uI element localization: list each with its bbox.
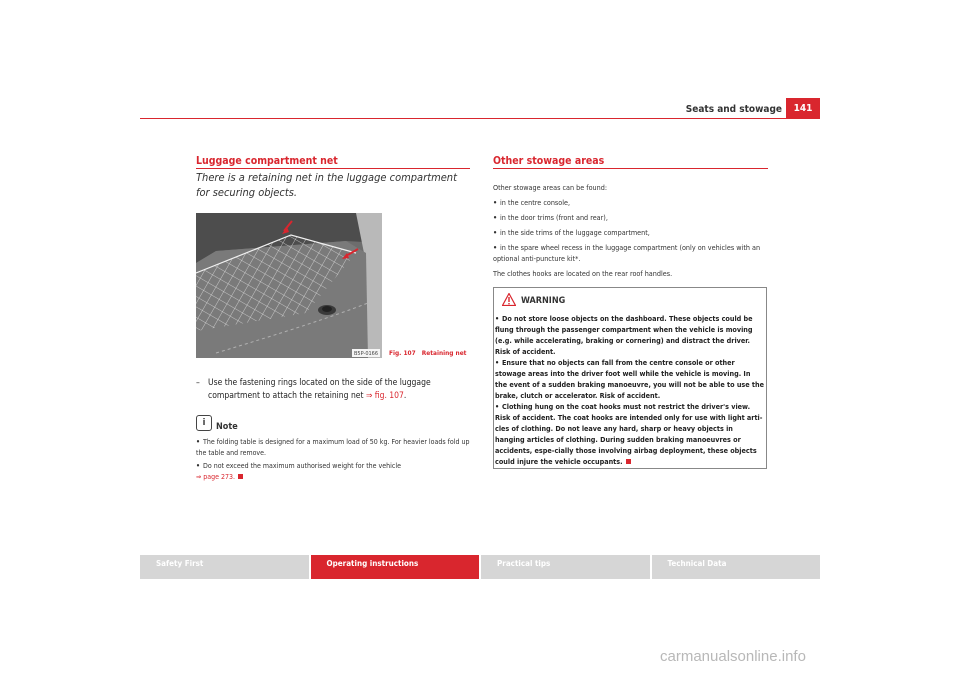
note-item: • The folding table is designed for a maximum load of 50 kg. For heavier loads fold up the table and remove.	[196, 438, 470, 457]
section-rule-left	[196, 168, 470, 169]
warning-header	[494, 288, 766, 310]
figure-caption	[389, 349, 466, 357]
step-text: Use the fastening rings located on the side of the luggage compartment to attach the retaining net	[208, 378, 431, 401]
list-item: • in the centre console,	[493, 198, 571, 207]
footer-tab-technical-data[interactable]: Technical Data	[652, 555, 821, 579]
page-reference-link[interactable]: ⇒ page 273.	[196, 473, 236, 481]
footer-tab-operating-instructions[interactable]: Operating instructions	[311, 555, 480, 579]
running-header-title: Seats and stowage	[685, 104, 782, 115]
note-label: Note	[216, 422, 238, 432]
warning-label: WARNING	[521, 296, 566, 306]
warning-body	[494, 313, 766, 467]
end-mark-icon	[238, 474, 243, 479]
section-title-stowage: Other stowage areas	[493, 155, 605, 167]
retaining-net-illustration	[196, 213, 382, 358]
figure-retaining-net	[196, 213, 382, 358]
warning-triangle-icon	[502, 293, 516, 306]
list-item: • in the spare wheel recess in the luggage compartment (only on vehicles with an optional anti-puncture kit*.	[493, 243, 761, 263]
section-lead: There is a retaining net in the luggage compartment for securing objects.	[196, 171, 457, 199]
stowage-intro: Other stowage areas can be found:	[493, 183, 608, 192]
footer-tab-practical-tips[interactable]: Practical tips	[481, 555, 650, 579]
header-rule	[140, 118, 820, 119]
stowage-body	[493, 182, 768, 283]
warning-item: • Ensure that no objects can fall from the centre console or other stowage areas into the driver foot well while the vehicle is moving. In the event of a sudden braking manoeuvre, you will not be able to use the brake, clutch or accelerator. Risk of accident.	[495, 358, 764, 400]
watermark: carmanualsonline.info	[660, 648, 806, 665]
figure-caption-number: Fig. 107	[389, 349, 416, 357]
list-item: • in the side trims of the luggage compartment,	[493, 228, 650, 237]
figure-code: B5P-0166	[354, 351, 379, 357]
note-icon: i	[196, 415, 212, 431]
step-dash: –	[196, 378, 200, 388]
warning-item: • Clothing hung on the coat hooks must not restrict the driver's view. Risk of accident. The coat hooks are intended only for use with light arti-cles of clothing. Do not leave any hard, sharp or heavy objects in hanging articles of clothing. During sudden braking manoeuvres or accidents, espe-cially those involving airbag deployment, these objects could injure the vehicle occupants.	[495, 402, 763, 466]
end-mark-icon	[626, 459, 631, 464]
warning-item: • Do not store loose objects on the dashboard. These objects could be flung through the passenger compartment when the vehicle is moving (e.g. while accelerating, braking or cornering) and distract the driver. Risk of accident.	[495, 314, 753, 356]
figure-caption-text: Retaining net	[421, 349, 467, 357]
footer-tab-safety-first[interactable]: Safety First	[140, 555, 309, 579]
section-rule-right	[493, 168, 768, 169]
page-number: 141	[786, 98, 820, 118]
note-body	[196, 437, 471, 483]
instruction-step: – Use the fastening rings located on the side of the luggage compartment to attach the retaining net ⇒ fig. 107.	[196, 378, 431, 401]
section-title-luggage-net: Luggage compartment net	[196, 155, 338, 167]
figure-reference-link[interactable]: ⇒ fig. 107	[365, 391, 404, 401]
warning-box	[493, 287, 767, 469]
footer-nav	[140, 555, 820, 579]
note-item: • Do not exceed the maximum authorised weight for the vehicle ⇒ page 273.	[196, 462, 401, 481]
clothes-hooks-text: The clothes hooks are located on the rear roof handles.	[493, 269, 673, 278]
list-item: • in the door trims (front and rear),	[493, 213, 608, 222]
